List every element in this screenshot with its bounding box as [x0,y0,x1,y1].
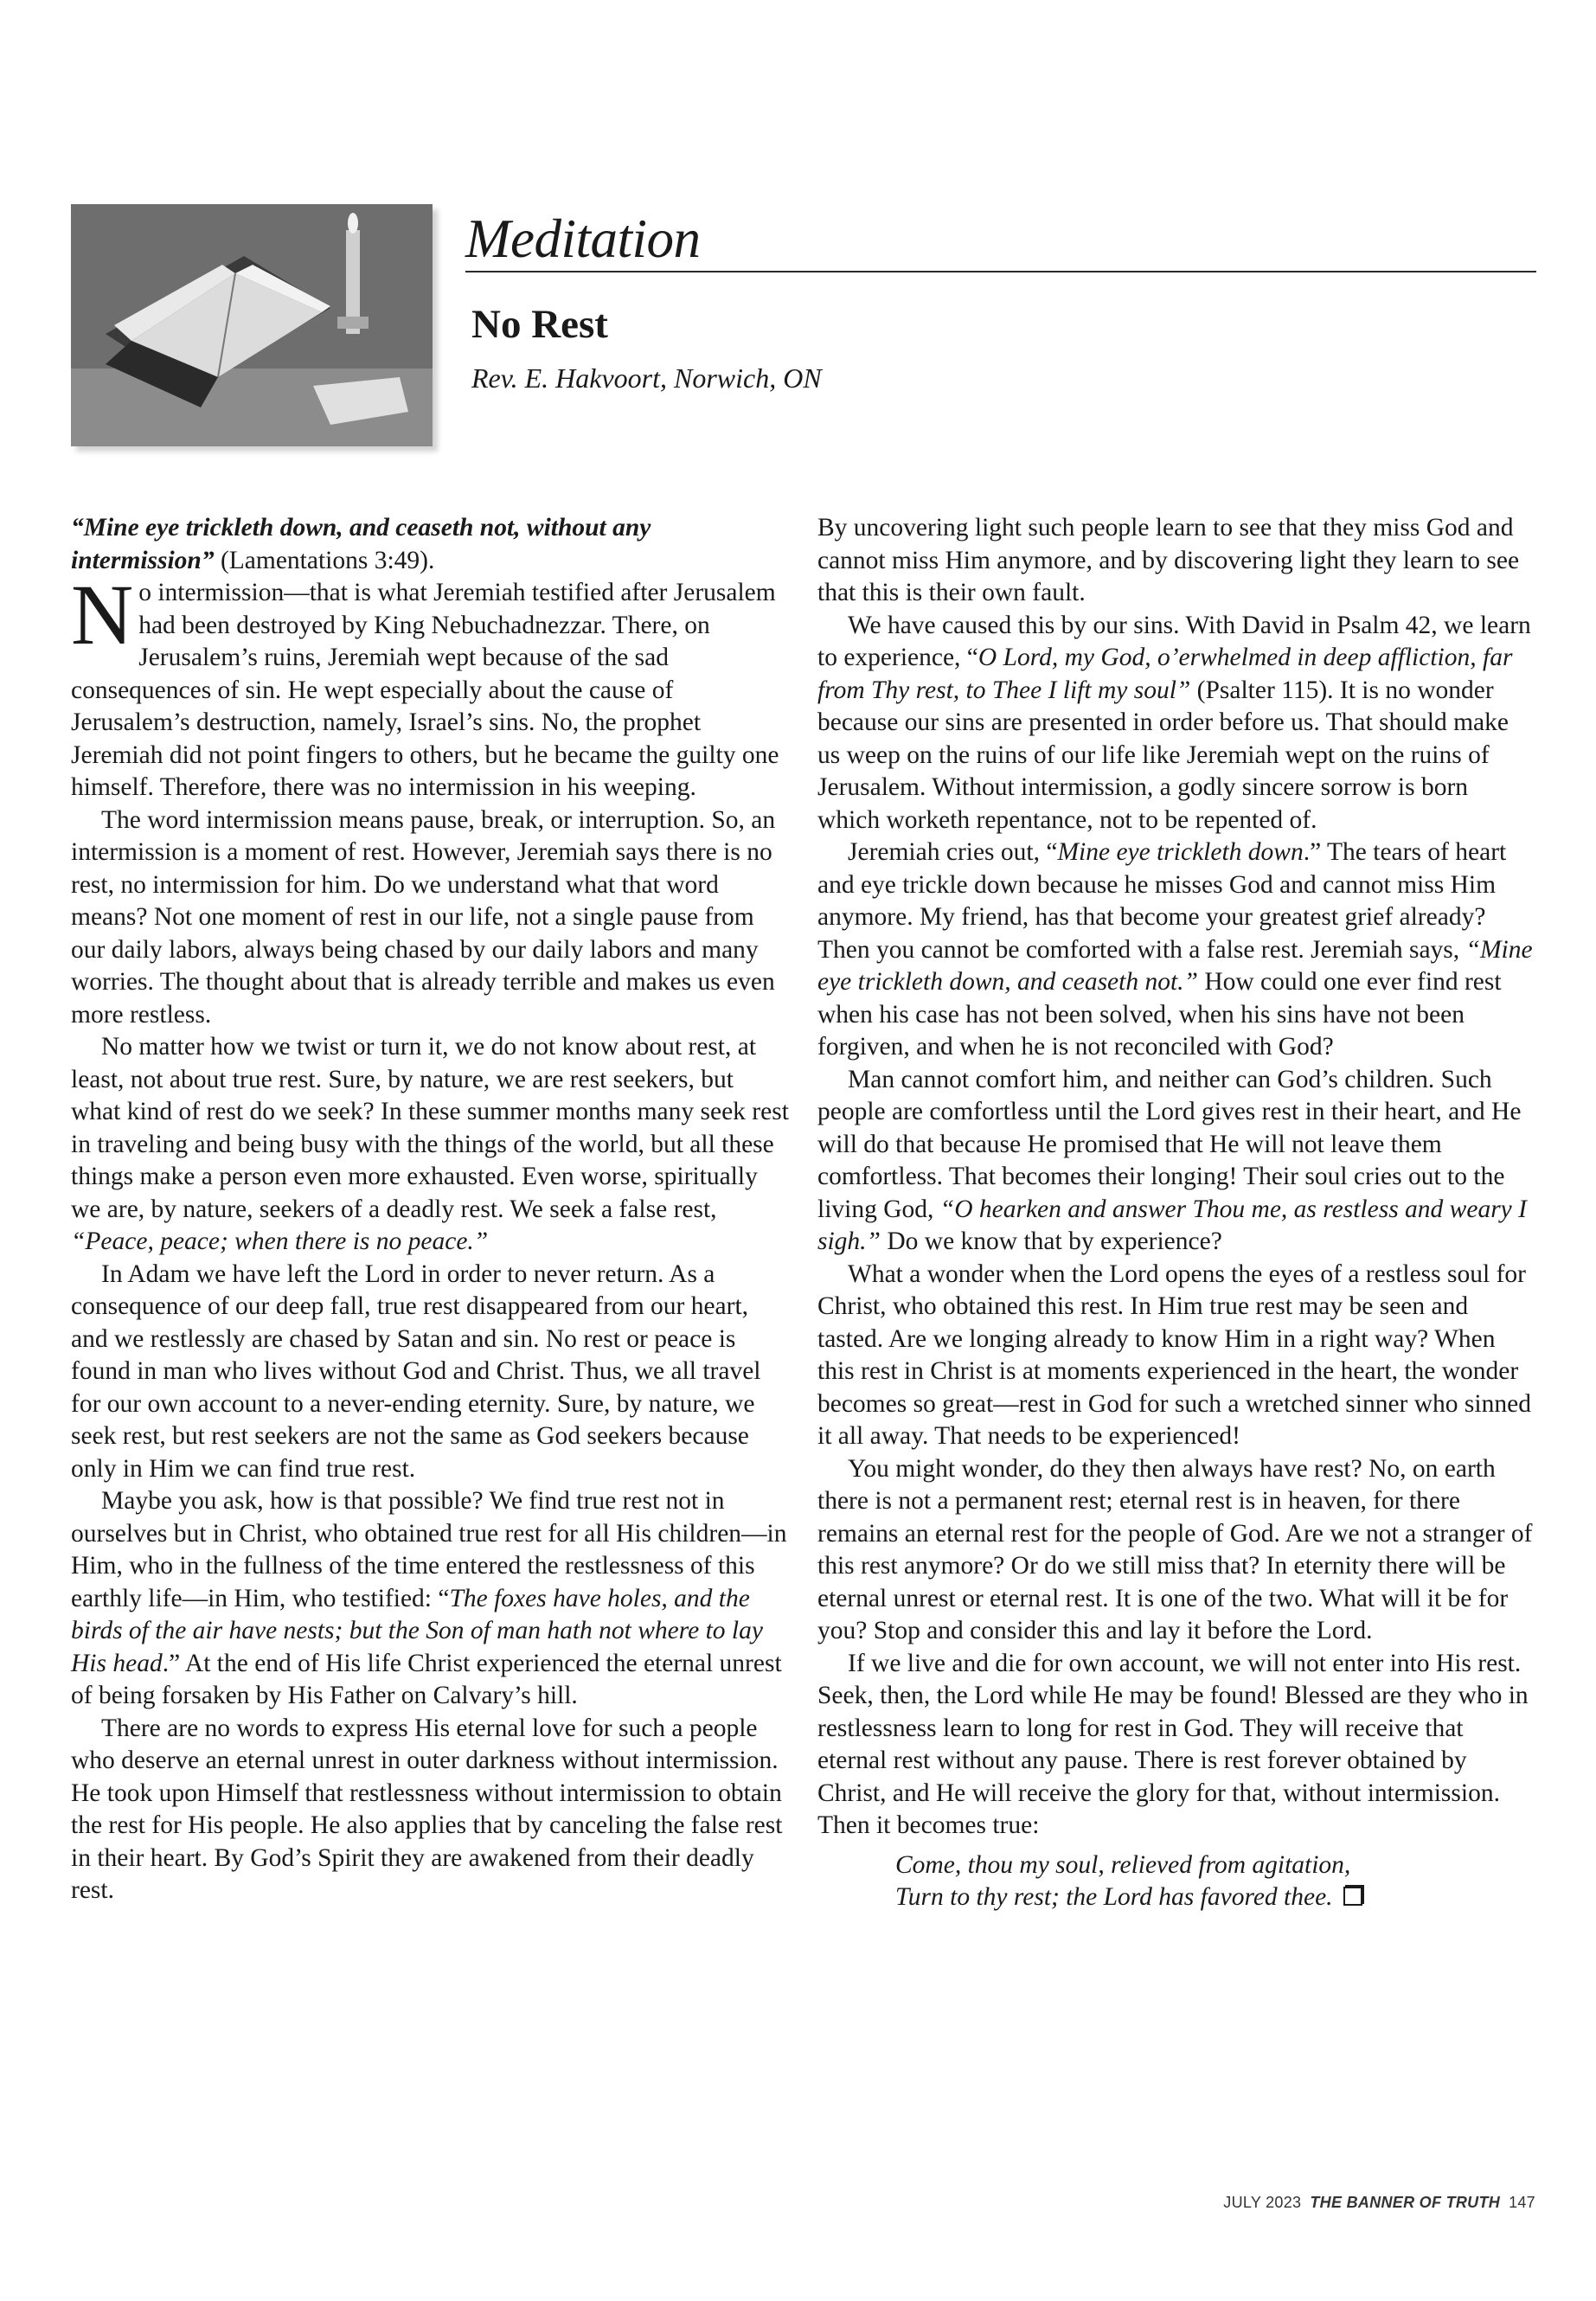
paragraph: What a wonder when the Lord opens the eyes of a restless soul for Christ, who obtained this rest. In Him true rest may be seen and tasted. Are we longing already to know Him in a right way? When this rest in Christ is at moments experienced in the heart, the wonder becomes so great—rest in God for such a wretched sinner who sinned it all away. That needs to be experienced! [817,1259,1531,1450]
closing-verse [895,1849,1535,1914]
paragraph: No intermission—that is what Jeremiah testified after Jerusalem had been destroyed by King Nebuchadnezzar. There, on Jerusalem’s ruins, Jeremiah wept because of the sad consequences of sin. He wept especially about the cause of Jerusalem’s destruction, namely, Israel’s sins. No, the prophet Jeremiah did not point fingers to others, but he became the guilty one himself. Therefore, there was no intermission in his weeping. [71,567,779,801]
end-mark-icon [1343,1887,1362,1906]
paragraph: We have caused this by our sins. With David in Psalm 42, we learn to experience, “O Lord, my God, o’erwhelmed in deep affliction, far from Thy rest, to Thee I lift my soul” (Psalter 115). It is no wonder because our sins are presented in order before us. That should make us weep on the ruins of our life like Jeremiah wept on the ruins of Jerusalem. Without intermission, a godly sincere sorrow is born which worketh repentance, not to be repented of. [817,611,1531,834]
right-column [817,512,1535,1914]
paragraph: Maybe you ask, how is that possible? We find true rest not in ourselves but in Christ, who obtained true rest for all His children—in Him, who in the fullness of the time entered the restlessness of this earthly life—in Him, who testified: “The foxes have holes, and the birds of the air have nests; but the Son of man hath not where to lay His head.” At the end of His life Christ experienced the eternal unrest of being forsaken by His Father on Calvary’s hill. [71,1487,787,1709]
epigraph-quote: “Mine eye trickleth down, and ceaseth not, without any intermission” [71,514,651,574]
publication-name: THE BANNER OF TRUTH [1310,2194,1501,2211]
paragraph: The word intermission means pause, break, or interruption. So, an intermission is a moment of rest. However, Jeremiah says there is no rest, no intermission for him. Do we understand what that word means? Not one moment of rest in our life, not a single pause from our daily labors, always being chased by our daily labors and many worries. The thought about that is already terrible and makes us even more restless. [71,805,776,1029]
paragraph: Man cannot comfort him, and neither can God’s children. Such people are comfortless until the Lord gives rest in their heart, and He will do that because He promised that He will not leave them comfortless. That becomes their longing! Their soul cries out to the living God, “O hearken and answer Thou me, as restless and weary I sigh.” Do we know that by experience? [817,1065,1527,1255]
paragraph: By uncovering light such people learn to see that they miss God and cannot miss Him anymore, and by discovering light they learn to see that this is their own fault. [817,514,1520,606]
drop-cap: N [71,567,134,663]
header-rule [465,271,1536,272]
page-number: 147 [1509,2194,1535,2211]
paragraph: Jeremiah cries out, “Mine eye trickleth down.” The tears of heart and eye trickle down because he misses God and cannot miss Him anymore. My friend, has that become your greatest grief already? Then you cannot be comforted with a false rest. Jeremiah says, “Mine eye trickleth down, and ceaseth not.” How could one ever find rest when his case has not been solved, when his sins have not been forgiven, and when he is not reconciled with God? [817,838,1533,1061]
epigraph [71,512,789,577]
page-footer [1223,2194,1535,2212]
open-bible-illustration [71,204,433,446]
paragraph: In Adam we have left the Lord in order to never return. As a consequence of our deep fall, true rest disappeared from our heart, and we restlessly are chased by Satan and sin. No rest or peace is found in man who lives without God and Christ. Thus, we all travel for our own account to a never-ending eternity. Sure, by nature, we seek rest, but rest seekers are not the same as God seekers because only in Him we can find true rest. [71,1259,761,1483]
paragraph: You might wonder, do they then always have rest? No, on earth there is not a permanent rest; eternal rest is in heaven, for there remains an eternal rest for the people of God. Are we not a stranger of this rest anymore? Or do we still miss that? In eternity there will be eternal unrest or eternal rest. It is one of the two. What will it be for you? Stop and consider this and lay it before the Lord. [817,1454,1533,1644]
closing-verse-line: Turn to thy rest; the Lord has favored thee. [895,1881,1535,1914]
article-author: Rev. E. Hakvoort, Norwich, ON [471,362,822,394]
paragraph: There are no words to express His eternal love for such a people who deserve an eternal unrest in outer darkness without intermission. He took upon Himself that restlessness without intermission to obtain the rest for His people. He also applies that by canceling the false rest in their heart. By God’s Spirit they are awakened from their deadly rest. [71,1714,783,1904]
left-column [71,512,789,1907]
paragraph: If we live and die for own account, we will not enter into His rest. Seek, then, the Lord while He may be found! Blessed are they who in restlessness learn to long for rest in God. They will receive that eternal rest without any pause. There is rest forever obtained by Christ, and He will receive the glory for that, without intermission. Then it becomes true: [817,1649,1529,1839]
closing-verse-line: Come, thou my soul, relieved from agitation, [895,1850,1351,1879]
section-label: Meditation [465,208,701,269]
epigraph-reference: (Lamentations 3:49). [214,546,435,574]
issue-date: JULY 2023 [1223,2194,1302,2211]
article-title: No Rest [471,302,608,347]
paragraph: No matter how we twist or turn it, we do not know about rest, at least, not about true rest. Sure, by nature, we are rest seekers, but what kind of rest do we seek? In these summer months many seek rest in traveling and being busy with the things of the world, but all these things make a person even more exhausted. Even worse, spiritually we are, by nature, seekers of a deadly rest. We seek a false rest, “Peace, peace; when there is no peace.” [71,1033,789,1255]
